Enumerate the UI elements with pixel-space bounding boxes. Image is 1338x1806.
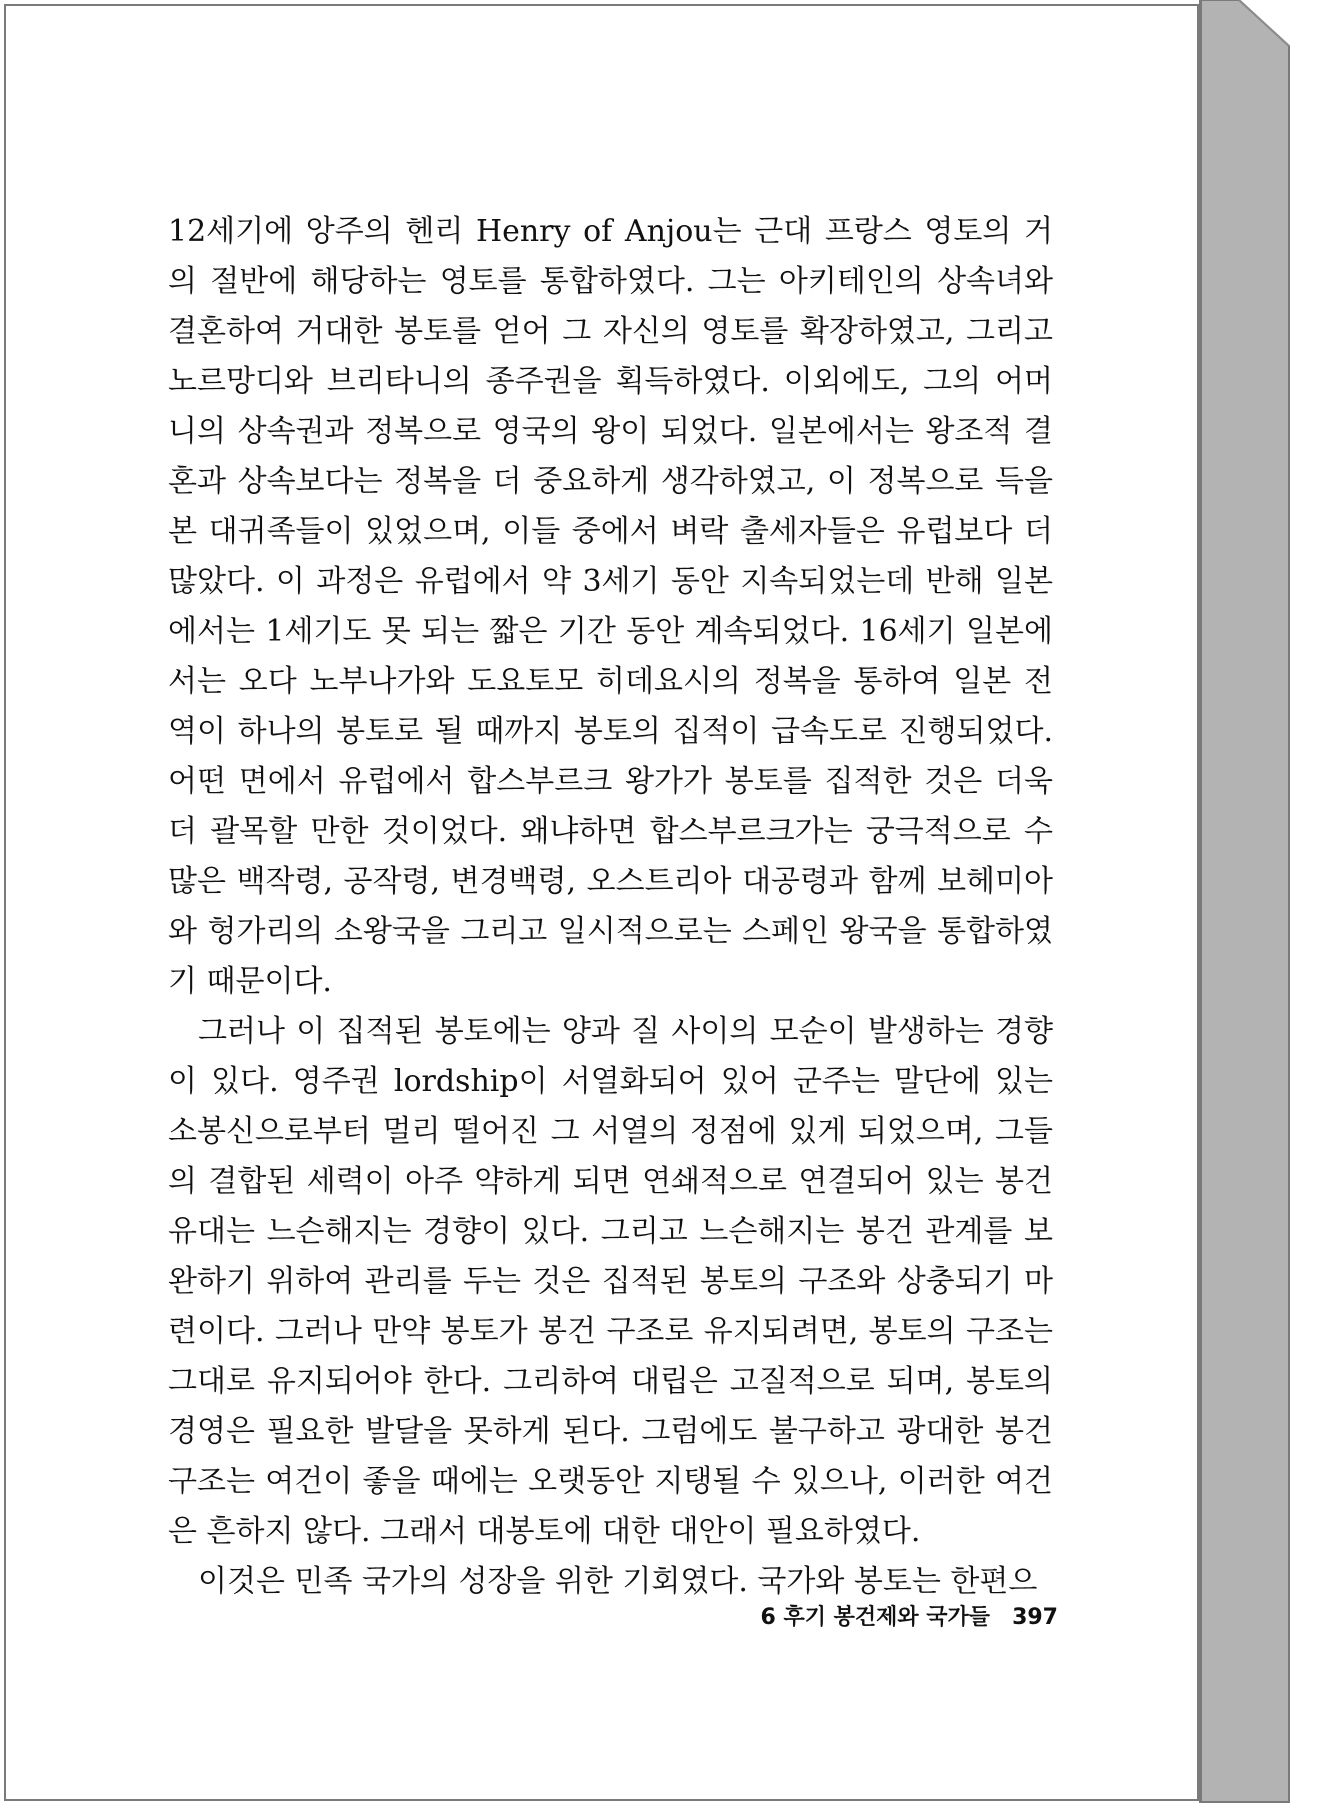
paragraph-3: 이것은 민족 국가의 성장을 위한 기회였다. 국가와 봉토는 한편으	[198, 1564, 1038, 1599]
book-edge-shape	[1199, 0, 1333, 1806]
page-footer	[700, 1600, 1058, 1631]
paragraph-1: 12세기에 앙주의 헨리 Henry of Anjou는 근대 프랑스 영토의 거의 절반에 해당하는 영토를 통합하였다. 그는 아키테인의 상속녀와 결혼하여 거대한 봉토를 얻어 그 자신의 영토를 확장하였고, 그리고 노르망디와 브리타니의 종주권을 획득하였다. 이외에도, 그의 어머니의 상속권과 정복으로 영국의 왕이 되었다. 일본에서는 왕조적 결혼과 상속보다는 정복을 더 중요하게 생각하였고, 이 정복으로 득을 본 대귀족들이 있었으며, 이들 중에서 벼락 출세자들은 유럽보다 더 많았다. 이 과정은 유럽에서 약 3세기 동안 지속되었는데 반해 일본에서는 1세기도 못 되는 짧은 기간 동안 계속되었다. 16세기 일본에서는 오다 노부나가와 도요토모 히데요시의 정복을 통하여 일본 전역이 하나의 봉토로 될 때까지 봉토의 집적이 급속도로 진행되었다. 어떤 면에서 유럽에서 합스부르크 왕가가 봉토를 집적한 것은 더욱더 괄목할 만한 것이었다. 왜냐하면 합스부르크가는 궁극적으로 수많은 백작령, 공작령, 변경백령, 오스트리아 대공령과 함께 보헤미아와 헝가리의 소왕국을 그리고 일시적으로는 스페인 왕국을 통합하였기 때문이다.	[168, 214, 1053, 999]
body-text	[168, 207, 1053, 1607]
paragraph-2: 그러나 이 집적된 봉토에는 양과 질 사이의 모순이 발생하는 경향이 있다. 영주권 lordship이 서열화되어 있어 군주는 말단에 있는 소봉신으로부터 멀리 떨어진 그 서열의 정점에 있게 되었으며, 그들의 결합된 세력이 아주 약하게 되면 연쇄적으로 연결되어 있는 봉건 유대는 느슨해지는 경향이 있다. 그리고 느슨해지는 봉건 관계를 보완하기 위하여 관리를 두는 것은 집적된 봉토의 구조와 상충되기 마련이다. 그러나 만약 봉토가 봉건 구조로 유지되려면, 봉토의 구조는 그대로 유지되어야 한다. 그리하여 대립은 고질적으로 되며, 봉토의 경영은 필요한 발달을 못하게 된다. 그럼에도 불구하고 광대한 봉건 구조는 여건이 좋을 때에는 오랫동안 지탱될 수 있으나, 이러한 여건은 흔하지 않다. 그래서 대봉토에 대한 대안이 필요하였다.	[168, 1014, 1053, 1549]
book-edge	[1199, 0, 1333, 1806]
running-title: 6 후기 봉건제와 국가들	[760, 1605, 991, 1630]
page-number: 397	[1012, 1605, 1058, 1630]
